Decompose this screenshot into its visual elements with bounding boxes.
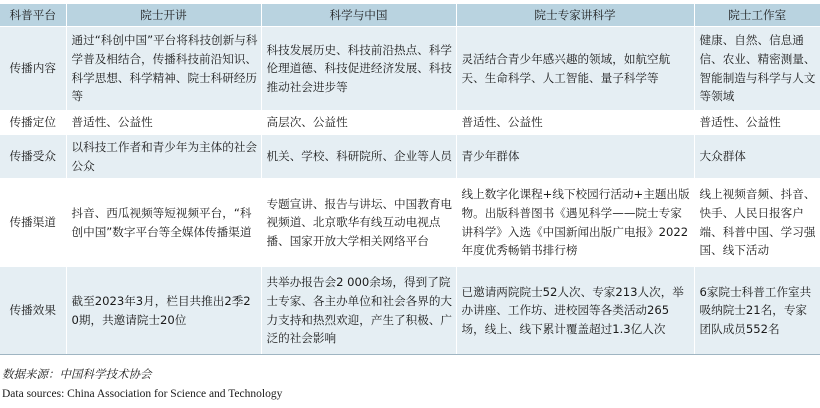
header-cell: 院士专家讲科学	[456, 4, 694, 27]
row-label: 传播定位	[0, 111, 66, 135]
table-cell: 专题宣讲、报告与讲坛、中国教育电视频道、北京歌华有线互动电视点播、国家开放大学相关网络平台	[261, 179, 456, 267]
table-cell: 科技发展历史、科技前沿热点、科学伦理道德、科技促进经济发展、科技推动社会进步等	[261, 27, 456, 111]
table-cell: 灵活结合青少年感兴趣的领域，如航空航天、生命科学、人工智能、量子科学等	[456, 27, 694, 111]
row-label: 传播效果	[0, 267, 66, 355]
header-row	[0, 4, 820, 27]
header-cell: 院士工作室	[694, 4, 820, 27]
source-note-english: Data sources: China Association for Science and Technology	[2, 388, 283, 400]
table-cell: 已邀请两院院士52人次、专家213人次，举办讲座、工作坊、进校园等各类活动265场，线上、线下累计覆盖超过1.3亿人次	[456, 267, 694, 355]
table-row	[0, 27, 820, 111]
table-cell: 普适性、公益性	[694, 111, 820, 135]
table-cell: 截至2023年3月，栏目共推出2季20期，共邀请院士20位	[66, 267, 261, 355]
table-row	[0, 179, 820, 267]
header-cell: 科学与中国	[261, 4, 456, 27]
table-row	[0, 135, 820, 179]
table-cell: 以科技工作者和青少年为主体的社会公众	[66, 135, 261, 179]
row-label: 传播渠道	[0, 179, 66, 267]
table-cell: 通过“科创中国”平台将科技创新与科学普及相结合，传播科技前沿知识、科学思想、科学精神、院士科研经历等	[66, 27, 261, 111]
table-cell: 普适性、公益性	[66, 111, 261, 135]
table-cell: 线上视频音频、抖音、快手、人民日报客户端、科普中国、学习强国、线下活动	[694, 179, 820, 267]
source-note-chinese: 数据来源：中国科学技术协会	[2, 367, 152, 381]
table-cell: 高层次、公益性	[261, 111, 456, 135]
platform-comparison-table	[0, 4, 820, 355]
table-cell: 大众群体	[694, 135, 820, 179]
table-cell: 青少年群体	[456, 135, 694, 179]
row-label: 传播内容	[0, 27, 66, 111]
header-cell: 科普平台	[0, 4, 66, 27]
header-cell: 院士开讲	[66, 4, 261, 27]
table-cell: 健康、自然、信息通信、农业、精密测量、智能制造与科学与人文等领域	[694, 27, 820, 111]
table-cell: 普适性、公益性	[456, 111, 694, 135]
table-row	[0, 111, 820, 135]
table-cell: 共举办报告会2 000余场，得到了院士专家、各主办单位和社会各界的大力支持和热烈欢迎，产生了积极、广泛的社会影响	[261, 267, 456, 355]
row-label: 传播受众	[0, 135, 66, 179]
table-cell: 机关、学校、科研院所、企业等人员	[261, 135, 456, 179]
table-cell: 线上数字化课程+线下校园行活动+主题出版物。出版科普图书《遇见科学——院士专家讲科学》入选《中国新闻出版广电报》2022年度优秀畅销书排行榜	[456, 179, 694, 267]
table-row	[0, 267, 820, 355]
table-cell: 6家院士科普工作室共吸纳院士21名，专家团队成员552名	[694, 267, 820, 355]
table-cell: 抖音、西瓜视频等短视频平台，“科创中国”数字平台等全媒体传播渠道	[66, 179, 261, 267]
